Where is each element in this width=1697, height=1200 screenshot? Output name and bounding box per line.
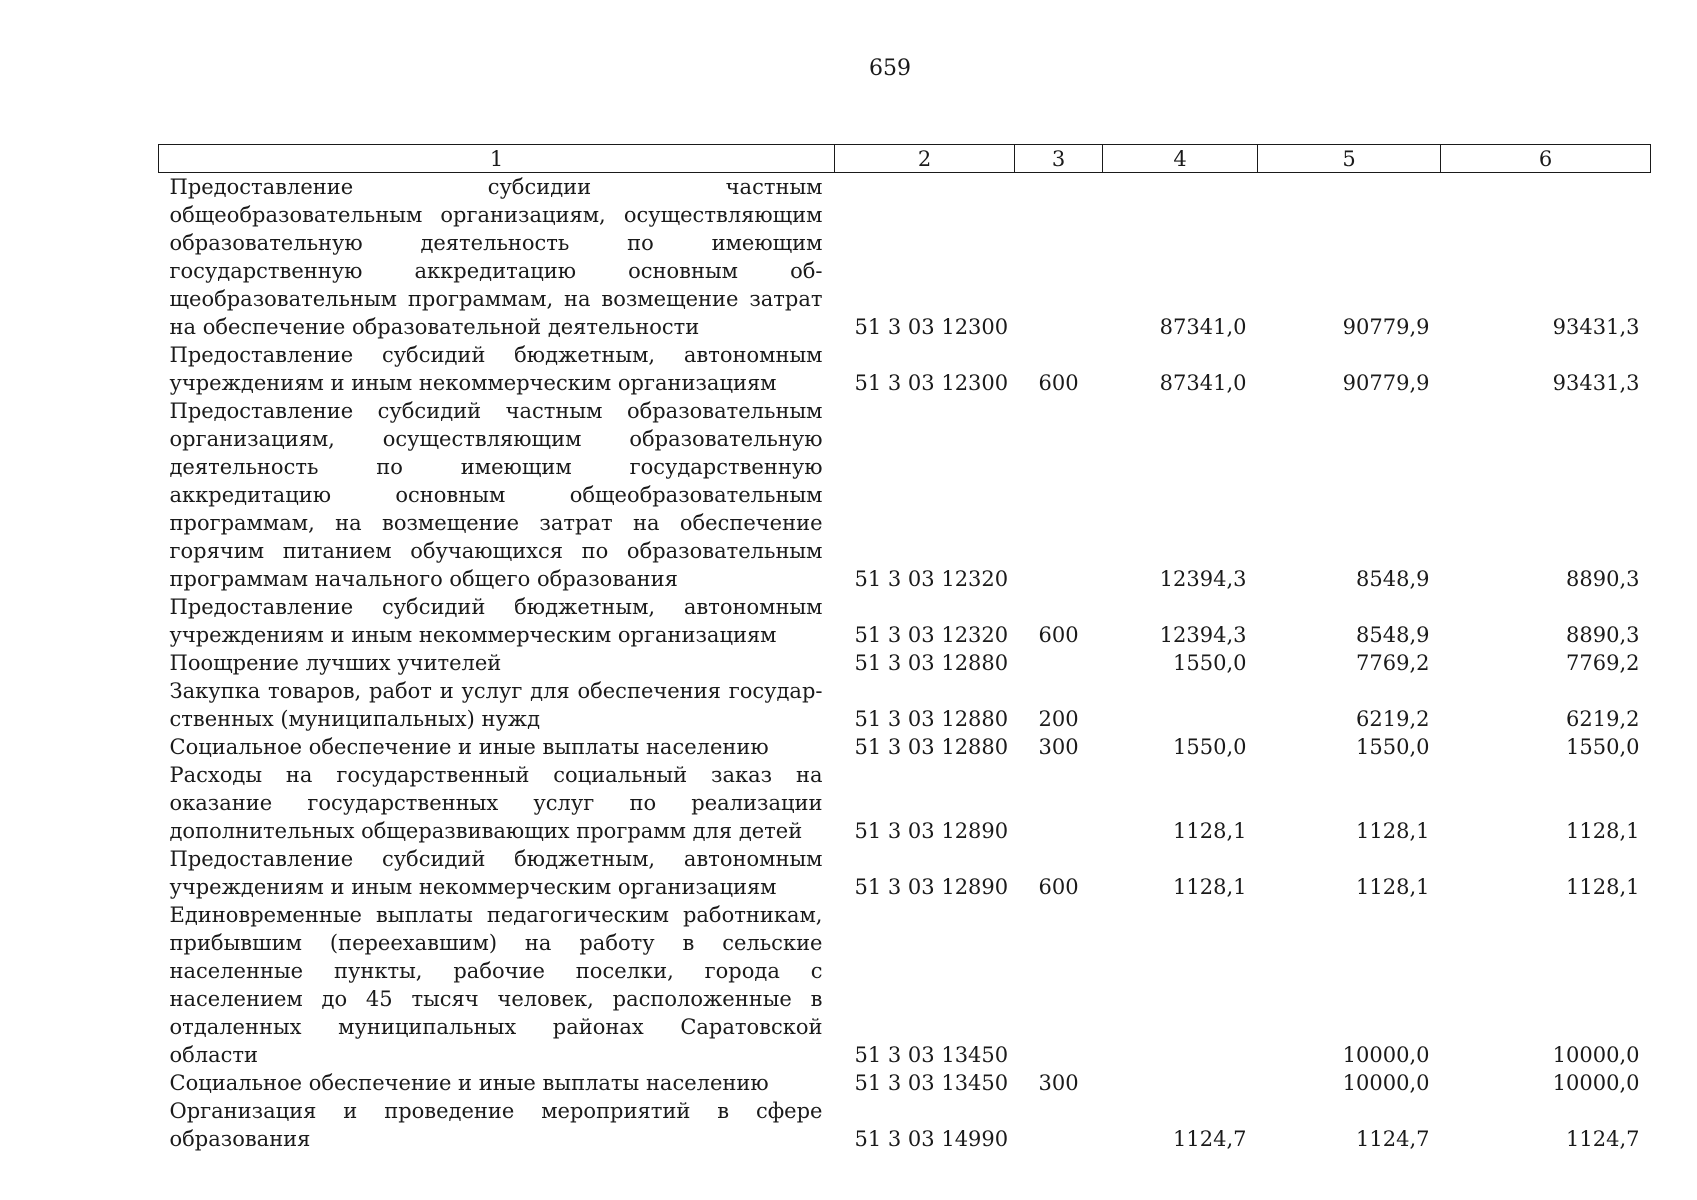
expense-name: Предоставление субсидий бюджетным, автономным учреждениям и иным некоммерческим организациям [169,847,823,899]
amount-col-4 [1103,677,1258,733]
amount-col-5: 8548,9 [1356,623,1430,647]
column-header-2: 2 [835,145,1015,173]
table-row [159,593,1651,649]
table-row [159,845,1651,901]
target-code: 51 3 03 12890 [854,819,1009,843]
amount-col-5: 8548,9 [1356,567,1430,591]
expense-kind: 200 [1038,707,1079,731]
expense-name: Предоставление субсидии частным общеобразовательным организациям, осуществляющим образовательную деятельность по имеющим государственную аккредитацию основным общеобразовательным программам, на возмещение затрат на обеспечение образовательной деятельности [169,175,823,339]
amount-col-6: 8890,3 [1566,567,1640,591]
amount-col-6: 10000,0 [1552,1043,1640,1067]
expense-kind [1015,649,1103,677]
target-code: 51 3 03 14990 [854,1127,1009,1151]
amount-col-4: 1128,1 [1173,819,1247,843]
expense-kind: 600 [1038,623,1079,647]
expense-name: Расходы на государственный социальный заказ на оказание государственных услуг по реализации дополнительных общеразвивающих программ для детей [169,763,823,843]
table-row [159,1097,1651,1153]
expense-kind: 600 [1038,371,1079,395]
expense-name: Предоставление субсидий бюджетным, автономным учреждениям и иным некоммерческим организациям [169,595,823,647]
table-row [159,677,1651,733]
amount-col-4 [1103,901,1258,1069]
expense-kind [1015,397,1103,593]
table-body [159,173,1651,1154]
target-code: 51 3 03 12300 [854,371,1009,395]
amount-col-4: 1550,0 [1173,651,1247,675]
amount-col-5: 7769,2 [1356,651,1430,675]
table-row [159,1069,1651,1097]
target-code: 51 3 03 12320 [854,567,1009,591]
column-header-3: 3 [1015,145,1103,173]
table-row [159,901,1651,1069]
table-row [159,397,1651,593]
amount-col-6: 93431,3 [1552,315,1640,339]
amount-col-4: 1550,0 [1173,735,1247,759]
amount-col-6: 6219,2 [1566,707,1640,731]
target-code: 51 3 03 12890 [854,875,1009,899]
amount-col-5: 10000,0 [1342,1043,1430,1067]
amount-col-6: 7769,2 [1566,651,1640,675]
column-header-1: 1 [159,145,835,173]
target-code: 51 3 03 13450 [854,1043,1009,1067]
header-row [159,145,1651,173]
amount-col-4: 87341,0 [1159,371,1247,395]
page-number: 659 [869,56,911,81]
expense-name: Предоставление субсидий бюджетным, автономным учреждениям и иным некоммерческим организациям [169,343,823,395]
amount-col-5: 1550,0 [1356,735,1430,759]
expense-kind: 300 [1038,1071,1079,1095]
expense-name: Организация и проведение мероприятий в сфере образования [169,1099,823,1151]
amount-col-5: 90779,9 [1342,371,1430,395]
amount-col-5: 1128,1 [1356,819,1430,843]
table-row [159,649,1651,677]
amount-col-4: 1124,7 [1173,1127,1247,1151]
expense-kind [1015,1097,1103,1153]
table-row [159,733,1651,761]
expense-kind [1015,173,1103,342]
column-header-4: 4 [1103,145,1258,173]
amount-col-4: 87341,0 [1159,315,1247,339]
amount-col-4: 12394,3 [1159,623,1247,647]
expense-name: Поощрение лучших учителей [169,651,502,675]
table-row [159,173,1651,342]
amount-col-4 [1103,1069,1258,1097]
expense-name: Социальное обеспечение и иные выплаты населению [169,1071,769,1095]
amount-col-5: 10000,0 [1342,1071,1430,1095]
table-row [159,761,1651,845]
amount-col-6: 1124,7 [1566,1127,1640,1151]
amount-col-5: 1124,7 [1356,1127,1430,1151]
target-code: 51 3 03 12880 [854,651,1009,675]
target-code: 51 3 03 12880 [854,707,1009,731]
expense-kind [1015,901,1103,1069]
amount-col-5: 6219,2 [1356,707,1430,731]
amount-col-6: 1128,1 [1566,819,1640,843]
target-code: 51 3 03 12320 [854,623,1009,647]
expense-name: Социальное обеспечение и иные выплаты населению [169,735,769,759]
budget-table [158,144,1651,1153]
target-code: 51 3 03 12880 [854,735,1009,759]
amount-col-5: 90779,9 [1342,315,1430,339]
target-code: 51 3 03 13450 [854,1071,1009,1095]
table-header [159,145,1651,173]
column-header-5: 5 [1258,145,1441,173]
table-row [159,341,1651,397]
amount-col-6: 1128,1 [1566,875,1640,899]
amount-col-4: 12394,3 [1159,567,1247,591]
column-header-6: 6 [1441,145,1651,173]
amount-col-6: 8890,3 [1566,623,1640,647]
expense-name: Закупка товаров, работ и услуг для обеспечения государственных (муниципальных) нужд [169,679,823,731]
expense-kind: 600 [1038,875,1079,899]
amount-col-5: 1128,1 [1356,875,1430,899]
amount-col-6: 93431,3 [1552,371,1640,395]
amount-col-6: 1550,0 [1566,735,1640,759]
amount-col-4: 1128,1 [1173,875,1247,899]
expense-kind [1015,761,1103,845]
expense-kind: 300 [1038,735,1079,759]
expense-name: Предоставление субсидий частным образовательным организациям, осуществляющим образовательную деятельность по имеющим государственную аккредитацию основным общеобразовательным программам, на возмещение затрат на обеспечение горячим питанием обучающихся по образовательным программам начального общего образования [169,399,823,591]
expense-name: Единовременные выплаты педагогическим работникам, прибывшим (переехавшим) на работу в сельские населенные пункты, рабочие поселки, города с населением до 45 тысяч человек, расположенные в отдаленных муниципальных районах Саратовской области [169,903,823,1067]
amount-col-6: 10000,0 [1552,1071,1640,1095]
target-code: 51 3 03 12300 [854,315,1009,339]
